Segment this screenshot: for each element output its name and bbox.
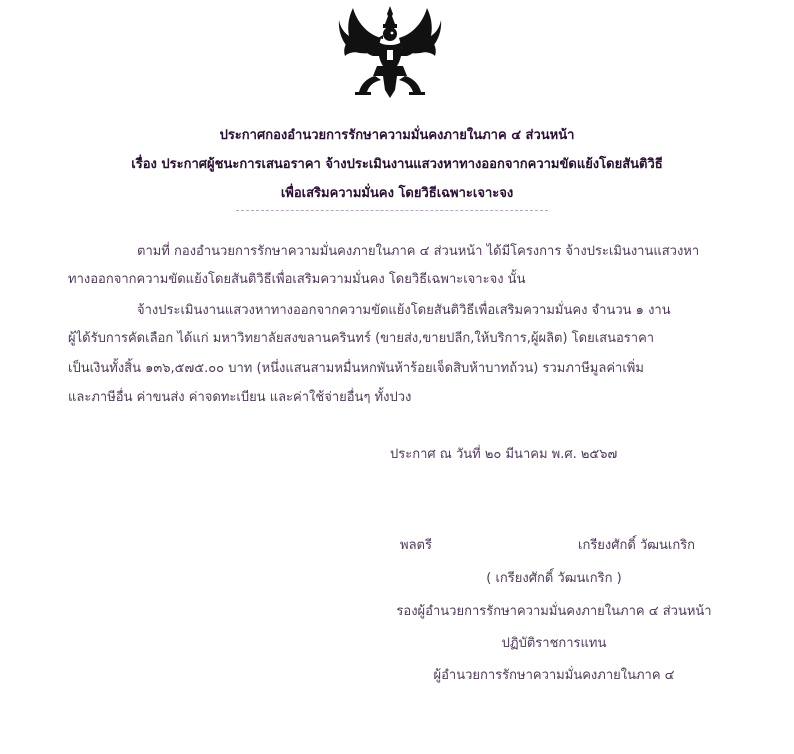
signer-position-line-1: รองผู้อำนวยการรักษาความมั่นคงภายในภาค ๔ ส่วนหน้า <box>396 604 712 619</box>
signer-signature: เกรียงศักดิ์ วัฒนเกริก <box>578 538 696 553</box>
paragraph-2-line-4: และภาษีอื่น ค่าขนส่ง ค่าจดทะเบียน และค่าใช้จ่ายอื่นๆ ทั้งปวง <box>68 390 412 405</box>
paragraph-1-line-2: ทางออกจากความขัดแย้งโดยสันติวิธีเพื่อเสริมความมั่นคง โดยวิธีเฉพาะเจาะจง นั้น <box>68 272 526 287</box>
paragraph-2-line-2: ผู้ได้รับการคัดเลือก ได้แก่ มหาวิทยาลัยสงขลานครินทร์ (ขายส่ง,ขายปลีก,ให้บริการ,ผู้ผลิต) โดยเสนอราคา <box>68 331 655 346</box>
signer-printed-name: ( เกรียงศักดิ์ วัฒนเกริก ) <box>486 571 622 586</box>
announcement-subject-cont: เพื่อเสริมความมั่นคง โดยวิธีเฉพาะเจาะจง <box>280 186 514 201</box>
signer-position-line-3: ผู้อำนวยการรักษาความมั่นคงภายในภาค ๔ <box>433 668 675 683</box>
signer-position-line-2: ปฏิบัติราชการแทน <box>501 636 607 651</box>
paragraph-1-line-1: ตามที่ กองอำนวยการรักษาความมั่นคงภายในภาค ๔ ส่วนหน้า ได้มีโครงการ จ้างประเมินงานแสวงหา <box>137 244 700 259</box>
garuda-emblem-icon <box>337 4 443 100</box>
paragraph-2-line-3: เป็นเงินทั้งสิ้น ๑๓๖,๕๗๕.๐๐ บาท (หนึ่งแสนสามหมื่นหกพันห้าร้อยเจ็ดสิบห้าบาทถ้วน) รวมภาษีมูลค่าเพิ่ม <box>68 361 644 376</box>
announcement-subject: เรื่อง ประกาศผู้ชนะการเสนอราคา จ้างประเมินงานแสวงหาทางออกจากความขัดแย้งโดยสันติวิธี <box>131 157 663 172</box>
signer-rank: พลตรี <box>400 538 432 553</box>
announcement-title: ประกาศกองอำนวยการรักษาความมั่นคงภายในภาค ๔ ส่วนหน้า <box>219 128 575 143</box>
announcement-date: ประกาศ ณ วันที่ ๒๐ มีนาคม พ.ศ. ๒๕๖๗ <box>390 447 618 462</box>
paragraph-2-line-1: จ้างประเมินงานแสวงหาทางออกจากความขัดแย้งโดยสันติวิธีเพื่อเสริมความมั่นคง จำนวน ๑ งาน <box>137 303 671 318</box>
divider-line <box>236 210 548 211</box>
